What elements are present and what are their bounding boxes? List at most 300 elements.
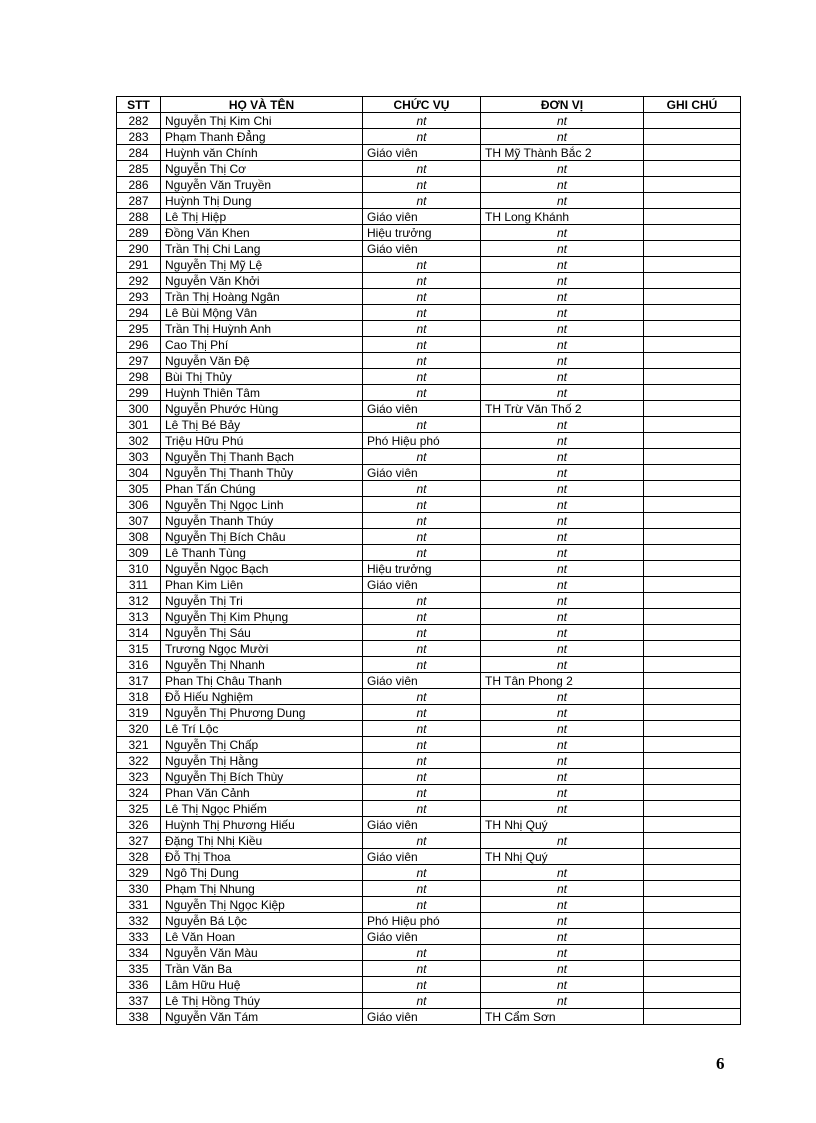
cell-stt: 284 (117, 145, 161, 161)
cell-position: Hiệu trưởng (363, 561, 481, 577)
cell-note (644, 865, 741, 881)
cell-note (644, 801, 741, 817)
table-row (117, 305, 741, 321)
cell-stt: 324 (117, 785, 161, 801)
cell-stt: 298 (117, 369, 161, 385)
cell-stt: 307 (117, 513, 161, 529)
cell-note (644, 305, 741, 321)
cell-position: nt (363, 881, 481, 897)
cell-name: Lê Trí Lộc (161, 721, 363, 737)
cell-position: nt (363, 593, 481, 609)
cell-position: nt (363, 801, 481, 817)
table-row (117, 673, 741, 689)
cell-unit: nt (481, 833, 644, 849)
cell-name: Nguyễn Thị Chấp (161, 737, 363, 753)
cell-position: nt (363, 481, 481, 497)
cell-stt: 303 (117, 449, 161, 465)
cell-name: Nguyễn Thị Cơ (161, 161, 363, 177)
cell-name: Lê Thị Hồng Thúy (161, 993, 363, 1009)
table-row (117, 641, 741, 657)
cell-unit: nt (481, 785, 644, 801)
cell-unit: nt (481, 865, 644, 881)
cell-unit: nt (481, 945, 644, 961)
cell-name: Nguyễn Thị Kim Chi (161, 113, 363, 129)
cell-unit: nt (481, 977, 644, 993)
cell-name: Huỳnh Thị Phương Hiếu (161, 817, 363, 833)
table-row (117, 1009, 741, 1025)
table-row (117, 337, 741, 353)
cell-unit: nt (481, 737, 644, 753)
cell-stt: 320 (117, 721, 161, 737)
cell-unit: TH Long Khánh (481, 209, 644, 225)
cell-unit: nt (481, 801, 644, 817)
cell-position: nt (363, 177, 481, 193)
cell-unit: nt (481, 577, 644, 593)
cell-note (644, 689, 741, 705)
cell-name: Nguyễn Thanh Thúy (161, 513, 363, 529)
cell-position: nt (363, 737, 481, 753)
cell-name: Ngô Thị Dung (161, 865, 363, 881)
table-row (117, 625, 741, 641)
table-row (117, 913, 741, 929)
cell-name: Trần Thị Hoàng Ngân (161, 289, 363, 305)
header-stt: STT (117, 97, 161, 113)
cell-position: Phó Hiệu phó (363, 433, 481, 449)
cell-position: nt (363, 753, 481, 769)
cell-name: Lê Thị Hiệp (161, 209, 363, 225)
cell-unit: nt (481, 657, 644, 673)
cell-unit: nt (481, 321, 644, 337)
cell-position: Giáo viên (363, 465, 481, 481)
cell-name: Lâm Hữu Huệ (161, 977, 363, 993)
cell-name: Huỳnh văn Chính (161, 145, 363, 161)
cell-name: Đồng Văn Khen (161, 225, 363, 241)
cell-stt: 302 (117, 433, 161, 449)
table-row (117, 561, 741, 577)
table-row (117, 209, 741, 225)
cell-position: nt (363, 769, 481, 785)
cell-position: Giáo viên (363, 241, 481, 257)
cell-position: nt (363, 497, 481, 513)
cell-name: Nguyễn Thị Thanh Bạch (161, 449, 363, 465)
cell-note (644, 625, 741, 641)
cell-note (644, 209, 741, 225)
cell-unit: nt (481, 241, 644, 257)
cell-name: Trần Thị Huỳnh Anh (161, 321, 363, 337)
cell-note (644, 881, 741, 897)
cell-name: Nguyễn Thị Sáu (161, 625, 363, 641)
cell-unit: nt (481, 417, 644, 433)
cell-name: Lê Bùi Mộng Vân (161, 305, 363, 321)
table-row (117, 945, 741, 961)
cell-unit: nt (481, 625, 644, 641)
table-row (117, 161, 741, 177)
cell-position: nt (363, 785, 481, 801)
cell-stt: 314 (117, 625, 161, 641)
cell-note (644, 401, 741, 417)
header-name: HỌ VÀ TÊN (161, 97, 363, 113)
cell-stt: 336 (117, 977, 161, 993)
table-row (117, 705, 741, 721)
table-row (117, 353, 741, 369)
table-row (117, 273, 741, 289)
cell-note (644, 545, 741, 561)
cell-position: Giáo viên (363, 817, 481, 833)
table-header-row (117, 97, 741, 113)
cell-note (644, 737, 741, 753)
cell-note (644, 673, 741, 689)
cell-name: Nguyễn Thị Ngọc Kiệp (161, 897, 363, 913)
cell-name: Nguyễn Văn Truyền (161, 177, 363, 193)
cell-unit: TH Trừ Văn Thố 2 (481, 401, 644, 417)
cell-name: Lê Văn Hoan (161, 929, 363, 945)
cell-name: Cao Thị Phí (161, 337, 363, 353)
table-row (117, 769, 741, 785)
cell-note (644, 833, 741, 849)
cell-stt: 290 (117, 241, 161, 257)
cell-stt: 329 (117, 865, 161, 881)
cell-name: Phạm Thanh Đẳng (161, 129, 363, 145)
table-row (117, 849, 741, 865)
cell-name: Nguyễn Văn Đệ (161, 353, 363, 369)
cell-position: nt (363, 641, 481, 657)
cell-stt: 293 (117, 289, 161, 305)
table-row (117, 897, 741, 913)
cell-name: Nguyễn Văn Màu (161, 945, 363, 961)
cell-name: Phạm Thị Nhung (161, 881, 363, 897)
cell-stt: 310 (117, 561, 161, 577)
cell-name: Phan Văn Cảnh (161, 785, 363, 801)
cell-name: Nguyễn Thị Phương Dung (161, 705, 363, 721)
cell-stt: 301 (117, 417, 161, 433)
table-row (117, 129, 741, 145)
table-row (117, 753, 741, 769)
table-row (117, 321, 741, 337)
table-row (117, 929, 741, 945)
header-unit: ĐƠN VỊ (481, 97, 644, 113)
table-row (117, 369, 741, 385)
cell-unit: nt (481, 689, 644, 705)
cell-name: Nguyễn Thị Kim Phụng (161, 609, 363, 625)
cell-note (644, 993, 741, 1009)
cell-unit: nt (481, 721, 644, 737)
cell-stt: 331 (117, 897, 161, 913)
cell-note (644, 161, 741, 177)
cell-unit: nt (481, 497, 644, 513)
cell-note (644, 289, 741, 305)
cell-stt: 332 (117, 913, 161, 929)
cell-name: Lê Thị Bé Bảy (161, 417, 363, 433)
cell-name: Phan Thị Châu Thanh (161, 673, 363, 689)
cell-note (644, 753, 741, 769)
cell-note (644, 561, 741, 577)
cell-name: Lê Thanh Tùng (161, 545, 363, 561)
cell-stt: 328 (117, 849, 161, 865)
table-row (117, 721, 741, 737)
cell-position: nt (363, 337, 481, 353)
cell-stt: 283 (117, 129, 161, 145)
cell-name: Nguyễn Phước Hùng (161, 401, 363, 417)
cell-position: nt (363, 609, 481, 625)
staff-table (116, 96, 741, 1025)
cell-stt: 305 (117, 481, 161, 497)
table-row (117, 449, 741, 465)
cell-stt: 300 (117, 401, 161, 417)
cell-stt: 311 (117, 577, 161, 593)
cell-stt: 326 (117, 817, 161, 833)
cell-note (644, 225, 741, 241)
cell-name: Lê Thị Ngọc Phiếm (161, 801, 363, 817)
cell-stt: 289 (117, 225, 161, 241)
cell-unit: nt (481, 929, 644, 945)
cell-name: Nguyễn Bá Lộc (161, 913, 363, 929)
cell-unit: nt (481, 289, 644, 305)
cell-position: nt (363, 161, 481, 177)
cell-position: nt (363, 305, 481, 321)
cell-note (644, 913, 741, 929)
cell-note (644, 961, 741, 977)
cell-stt: 299 (117, 385, 161, 401)
cell-unit: nt (481, 481, 644, 497)
cell-note (644, 273, 741, 289)
cell-position: nt (363, 289, 481, 305)
cell-unit: nt (481, 129, 644, 145)
table-row (117, 961, 741, 977)
cell-stt: 295 (117, 321, 161, 337)
cell-position: Giáo viên (363, 673, 481, 689)
cell-position: nt (363, 273, 481, 289)
cell-unit: nt (481, 993, 644, 1009)
cell-position: nt (363, 961, 481, 977)
cell-unit: TH Cẩm Sơn (481, 1009, 644, 1025)
cell-position: nt (363, 113, 481, 129)
cell-name: Huỳnh Thiên Tâm (161, 385, 363, 401)
cell-stt: 330 (117, 881, 161, 897)
table-row (117, 513, 741, 529)
cell-unit: TH Nhị Quý (481, 817, 644, 833)
table-row (117, 817, 741, 833)
cell-unit: TH Nhị Quý (481, 849, 644, 865)
cell-stt: 292 (117, 273, 161, 289)
cell-position: nt (363, 513, 481, 529)
cell-position: Phó Hiệu phó (363, 913, 481, 929)
table-row (117, 385, 741, 401)
table-row (117, 993, 741, 1009)
header-position: CHỨC VỤ (363, 97, 481, 113)
cell-unit: nt (481, 273, 644, 289)
table-row (117, 881, 741, 897)
cell-note (644, 1009, 741, 1025)
cell-position: Giáo viên (363, 401, 481, 417)
cell-name: Trần Văn Ba (161, 961, 363, 977)
cell-position: nt (363, 657, 481, 673)
cell-note (644, 945, 741, 961)
cell-note (644, 817, 741, 833)
cell-unit: nt (481, 177, 644, 193)
cell-position: nt (363, 321, 481, 337)
cell-note (644, 257, 741, 273)
cell-stt: 316 (117, 657, 161, 673)
cell-unit: nt (481, 593, 644, 609)
cell-note (644, 417, 741, 433)
cell-name: Nguyễn Thị Hằng (161, 753, 363, 769)
cell-note (644, 577, 741, 593)
cell-stt: 291 (117, 257, 161, 273)
table-row (117, 481, 741, 497)
cell-position: nt (363, 545, 481, 561)
cell-position: nt (363, 625, 481, 641)
table-row (117, 193, 741, 209)
cell-name: Nguyễn Văn Khởi (161, 273, 363, 289)
cell-unit: nt (481, 225, 644, 241)
cell-name: Đỗ Thị Thoa (161, 849, 363, 865)
cell-stt: 322 (117, 753, 161, 769)
cell-stt: 294 (117, 305, 161, 321)
cell-position: nt (363, 705, 481, 721)
table-row (117, 657, 741, 673)
cell-position: Giáo viên (363, 209, 481, 225)
cell-unit: nt (481, 545, 644, 561)
cell-note (644, 657, 741, 673)
cell-name: Nguyễn Thị Tri (161, 593, 363, 609)
cell-note (644, 385, 741, 401)
cell-name: Đỗ Hiếu Nghiệm (161, 689, 363, 705)
cell-note (644, 321, 741, 337)
cell-position: nt (363, 977, 481, 993)
cell-unit: nt (481, 881, 644, 897)
cell-stt: 333 (117, 929, 161, 945)
cell-unit: nt (481, 705, 644, 721)
cell-name: Phan Kim Liên (161, 577, 363, 593)
table-row (117, 257, 741, 273)
cell-position: nt (363, 833, 481, 849)
table-row (117, 289, 741, 305)
cell-stt: 335 (117, 961, 161, 977)
cell-unit: nt (481, 257, 644, 273)
cell-unit: nt (481, 641, 644, 657)
cell-stt: 297 (117, 353, 161, 369)
cell-name: Đặng Thị Nhị Kiều (161, 833, 363, 849)
cell-note (644, 977, 741, 993)
table-row (117, 833, 741, 849)
cell-name: Trương Ngọc Mười (161, 641, 363, 657)
cell-unit: nt (481, 513, 644, 529)
cell-note (644, 897, 741, 913)
cell-position: nt (363, 865, 481, 881)
cell-note (644, 449, 741, 465)
cell-unit: nt (481, 337, 644, 353)
page-number: 6 (716, 1054, 725, 1073)
cell-unit: nt (481, 897, 644, 913)
cell-note (644, 513, 741, 529)
cell-stt: 338 (117, 1009, 161, 1025)
cell-stt: 308 (117, 529, 161, 545)
cell-unit: nt (481, 961, 644, 977)
table-row (117, 177, 741, 193)
cell-stt: 282 (117, 113, 161, 129)
cell-unit: TH Mỹ Thành Bắc 2 (481, 145, 644, 161)
cell-stt: 321 (117, 737, 161, 753)
table-row (117, 801, 741, 817)
cell-name: Nguyễn Thị Ngọc Linh (161, 497, 363, 513)
table-row (117, 241, 741, 257)
cell-unit: nt (481, 913, 644, 929)
cell-unit: nt (481, 193, 644, 209)
cell-unit: nt (481, 529, 644, 545)
cell-note (644, 337, 741, 353)
table-row (117, 225, 741, 241)
cell-position: nt (363, 257, 481, 273)
cell-note (644, 785, 741, 801)
table-row (117, 113, 741, 129)
cell-note (644, 705, 741, 721)
cell-position: Giáo viên (363, 577, 481, 593)
cell-name: Triệu Hữu Phú (161, 433, 363, 449)
cell-name: Bùi Thị Thủy (161, 369, 363, 385)
cell-unit: nt (481, 449, 644, 465)
table-row (117, 145, 741, 161)
cell-note (644, 433, 741, 449)
cell-unit: nt (481, 465, 644, 481)
table-row (117, 977, 741, 993)
cell-unit: nt (481, 305, 644, 321)
cell-note (644, 497, 741, 513)
cell-note (644, 641, 741, 657)
cell-note (644, 353, 741, 369)
cell-position: nt (363, 897, 481, 913)
cell-note (644, 593, 741, 609)
cell-stt: 285 (117, 161, 161, 177)
cell-position: nt (363, 369, 481, 385)
cell-position: nt (363, 129, 481, 145)
cell-unit: nt (481, 753, 644, 769)
cell-note (644, 129, 741, 145)
cell-note (644, 369, 741, 385)
cell-name: Nguyễn Thị Nhanh (161, 657, 363, 673)
header-note: GHI CHÚ (644, 97, 741, 113)
cell-unit: nt (481, 385, 644, 401)
table-row (117, 785, 741, 801)
cell-position: nt (363, 529, 481, 545)
cell-stt: 319 (117, 705, 161, 721)
cell-name: Nguyễn Thị Mỹ Lệ (161, 257, 363, 273)
table-row (117, 609, 741, 625)
cell-note (644, 529, 741, 545)
cell-unit: nt (481, 609, 644, 625)
cell-stt: 325 (117, 801, 161, 817)
cell-note (644, 177, 741, 193)
cell-note (644, 721, 741, 737)
cell-note (644, 929, 741, 945)
cell-stt: 309 (117, 545, 161, 561)
cell-position: nt (363, 689, 481, 705)
cell-stt: 306 (117, 497, 161, 513)
cell-stt: 286 (117, 177, 161, 193)
cell-name: Phan Tấn Chúng (161, 481, 363, 497)
table-row (117, 465, 741, 481)
cell-position: nt (363, 385, 481, 401)
cell-stt: 327 (117, 833, 161, 849)
cell-unit: nt (481, 369, 644, 385)
cell-name: Huỳnh Thị Dung (161, 193, 363, 209)
cell-unit: nt (481, 433, 644, 449)
cell-position: nt (363, 193, 481, 209)
cell-position: nt (363, 945, 481, 961)
cell-note (644, 241, 741, 257)
cell-note (644, 193, 741, 209)
cell-stt: 288 (117, 209, 161, 225)
table-body (117, 113, 741, 1025)
